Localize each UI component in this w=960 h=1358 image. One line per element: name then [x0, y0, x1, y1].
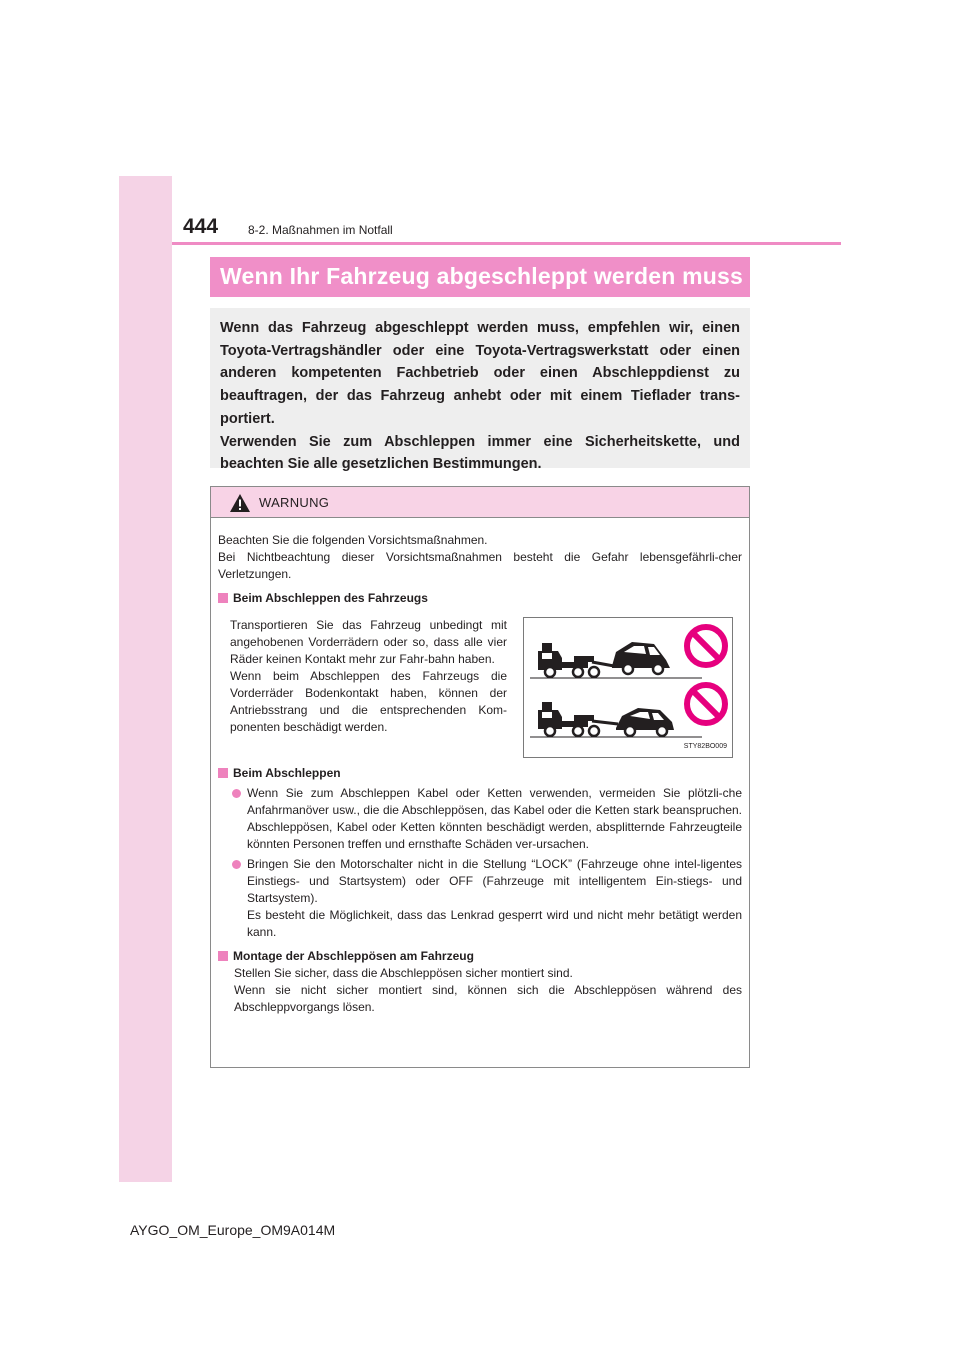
subheading-text: Beim Abschleppen	[233, 766, 341, 780]
bullet-text: Bringen Sie den Motorschalter nicht in die Stellung “LOCK” (Fahrzeuge ohne intel-ligentes Einstiegs- und Startsystem) oder OFF (Fahrzeuge mit intelligentem Ein-stiegs- und Startsystem).	[247, 857, 742, 905]
header-rule	[172, 242, 841, 245]
section-title-bar	[210, 257, 750, 297]
page-number: 444	[183, 215, 219, 238]
warning-intro-1: Beachten Sie die folgenden Vorsichtsmaßnahmen.	[218, 533, 488, 547]
prohibition-icon-top	[687, 627, 725, 665]
tow-truck-top	[530, 642, 702, 678]
tow-truck-bottom	[530, 702, 702, 737]
warning-box	[210, 486, 750, 1068]
intro-paragraph-2: Verwenden Sie zum Abschleppen immer eine Sicherheitskette, und beachten Sie alle gesetzlichen Bestimmungen.	[220, 433, 740, 473]
square-bullet-icon	[218, 951, 228, 961]
square-bullet-icon	[218, 768, 228, 778]
towing-text-1: Transportieren Sie das Fahrzeug unbedingt mit angehobenen Vorderrädern oder so, dass alle vier Räder keinen Kontakt mehr zur Fahr-bahn haben.	[230, 618, 507, 666]
towing-text	[218, 617, 507, 758]
figure-caption: STY82BO009	[683, 743, 727, 750]
bullet-text-group	[247, 856, 742, 941]
round-bullet-icon	[232, 789, 241, 798]
tow-truck-illustration	[524, 618, 732, 757]
subheading-towing-vehicle	[218, 590, 742, 607]
bullet-text-2: Es besteht die Möglichkeit, dass das Lenkrad gesperrt wird und nicht mehr betätigt werden kann.	[247, 908, 742, 939]
warning-header	[211, 487, 749, 518]
warning-intro-2: Bei Nichtbeachtung dieser Vorsichtsmaßnahmen besteht die Gefahr lebensgefährli-cher Verletzungen.	[218, 550, 742, 581]
section-label: 8-2. Maßnahmen im Notfall	[248, 223, 393, 237]
side-tab-strip	[119, 176, 172, 1182]
towing-text-2: Wenn beim Abschleppen des Fahrzeugs die Vorderräder Bodenkontakt haben, können der Antriebsstrang und die entsprechenden Kom-ponenten beschädigt werden.	[230, 669, 507, 734]
warning-triangle-icon	[229, 493, 251, 513]
warning-body	[211, 518, 749, 1016]
bullet-item	[218, 856, 742, 941]
tow-hooks-text-1: Stellen Sie sicher, dass die Abschleppösen sicher montiert sind.	[234, 966, 573, 980]
subheading-text: Beim Abschleppen des Fahrzeugs	[233, 591, 428, 605]
towing-row	[218, 617, 742, 758]
intro-paragraph-1: Wenn das Fahrzeug abgeschleppt werden muss, empfehlen wir, einen Toyota-Vertragshändler oder eine Toyota-Vertragswerkstatt oder einen anderen kompetenten Fachbetrieb oder einen Abschleppdienst zu beauftragen, der das Fahrzeug anhebt oder mit einem Tieflader trans-portiert.	[220, 320, 740, 427]
subheading-text: Montage der Abschleppösen am Fahrzeug	[233, 949, 474, 963]
towing-illustration	[523, 617, 733, 758]
bullet-item	[218, 785, 742, 853]
subheading-towing	[218, 765, 742, 782]
section-title: Wenn Ihr Fahrzeug abgeschleppt werden muss	[220, 263, 744, 289]
bullet-text: Wenn Sie zum Abschleppen Kabel oder Ketten verwenden, vermeiden Sie plötzli-che Anfahrmanöver usw., die die Abschleppösen, das Kabel oder die Ketten stark beanspruchen. Abschleppösen, Kabel oder Ketten könnten beschädigt werden, absplitternde Fahrzeugteile könnten Personen treffen und ernsthafte Schäden ver-ursachen.	[247, 786, 742, 851]
tow-hooks-text-2: Wenn sie nicht sicher montiert sind, können sich die Abschleppösen während des Abschleppvorgangs lösen.	[234, 983, 742, 1014]
round-bullet-icon	[232, 860, 241, 869]
footer-document-code: AYGO_OM_Europe_OM9A014M	[130, 1222, 336, 1238]
square-bullet-icon	[218, 593, 228, 603]
warning-title: WARNUNG	[259, 495, 330, 510]
intro-box	[210, 308, 750, 473]
prohibition-icon-bottom	[687, 685, 725, 723]
subheading-tow-hooks	[218, 948, 742, 965]
